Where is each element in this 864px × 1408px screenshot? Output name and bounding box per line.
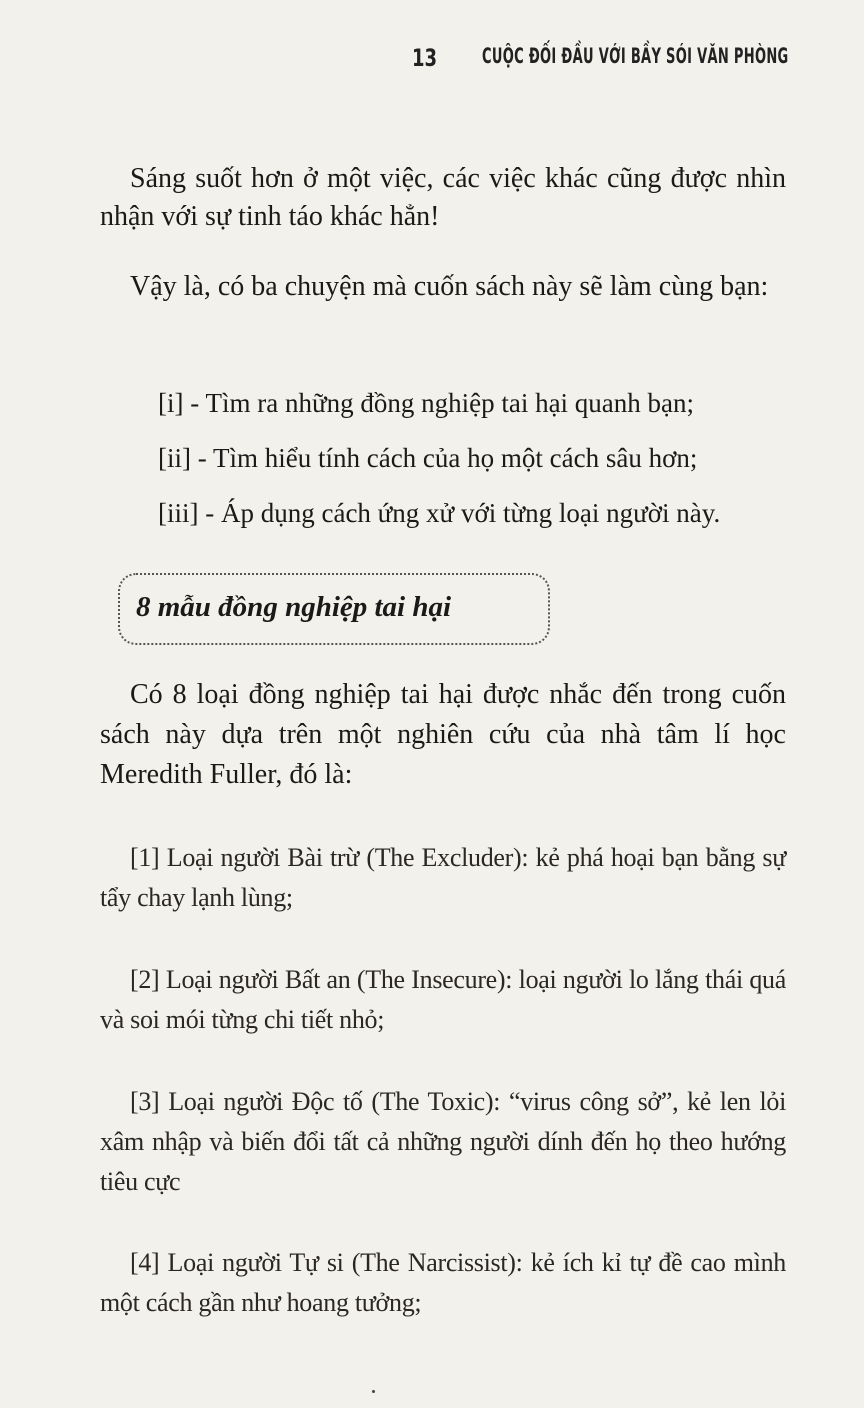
section-heading: 8 mẫu đồng nghiệp tai hại (136, 591, 452, 623)
list-item: [iii] - Áp dụng cách ứng xử với từng loại người này. (158, 498, 721, 528)
paragraph: Vậy là, có ba chuyện mà cuốn sách này sẽ làm cùng bạn: (130, 271, 769, 302)
list-item: [ii] - Tìm hiểu tính cách của họ một cách sâu hơn; (158, 443, 698, 473)
type-item: [2] Loại người Bất an (The Insecure): loại người lo lắng thái quá và soi mói từng chi tiết nhỏ; (100, 965, 786, 1034)
intro-paragraph: Có 8 loại đồng nghiệp tai hại được nhắc đến trong cuốn sách này dựa trên một nghiên cứu của nhà tâm lí học Meredith Fuller, đó là: (100, 679, 786, 790)
type-item: [4] Loại người Tự si (The Narcissist): kẻ ích kỉ tự đề cao mình một cách gần như hoang tưởng; (100, 1248, 786, 1317)
type-item: [1] Loại người Bài trừ (The Excluder): kẻ phá hoại bạn bằng sự tẩy chay lạnh lùng; (100, 843, 786, 912)
list-item: [i] - Tìm ra những đồng nghiệp tai hại quanh bạn; (158, 388, 695, 418)
page-speck (372, 1390, 375, 1393)
section-heading-box (118, 573, 550, 645)
running-header-title: CUỘC ĐỐI ĐẦU VỚI BẦY SÓI VĂN PHÒNG (482, 44, 789, 68)
paragraph: Sáng suốt hơn ở một việc, các việc khác cũng được nhìn nhận với sự tinh táo khác hẳn! (100, 163, 786, 232)
page-number: 13 (412, 44, 438, 72)
type-item: [3] Loại người Độc tố (The Toxic): “virus công sở”, kẻ len lỏi xâm nhập và biến đổi tất cả những người dính đến họ theo hướng tiêu cực (100, 1087, 786, 1196)
